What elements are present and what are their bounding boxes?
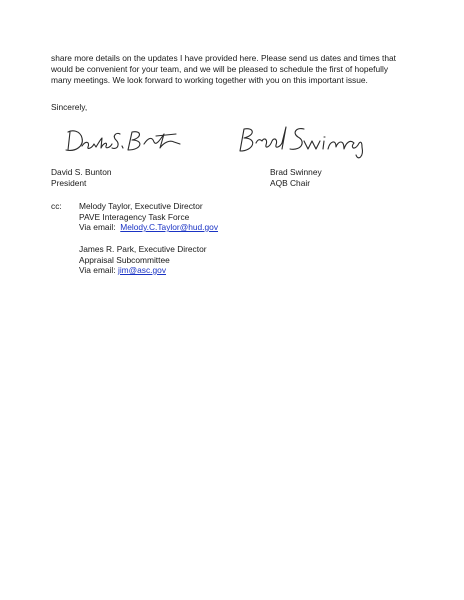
- signature-david-bunton: [60, 122, 190, 167]
- cc-label: cc:: [51, 201, 62, 211]
- cc-organization: PAVE Interagency Task Force: [79, 211, 190, 222]
- cc-recipient: [79, 201, 218, 233]
- signer-block-left: [51, 167, 112, 189]
- cc-organization: Appraisal Subcommittee: [79, 254, 170, 265]
- closing-paragraph: share more details on the updates I have provided here. Please send us dates and times that would be convenient for your team, and we will be pleased to schedule the first of hopefully many meetings. We look forward to working together with you on this important issue.: [51, 53, 396, 85]
- signer-block-right: [270, 167, 322, 189]
- via-email-label: Via email:: [79, 222, 116, 232]
- signature-brad-swinney: [232, 121, 382, 168]
- signer-title: President: [51, 178, 87, 188]
- cc-name-title: James R. Park, Executive Director: [79, 244, 207, 254]
- signer-name: David S. Bunton: [51, 167, 112, 177]
- via-email-label: Via email:: [79, 265, 116, 275]
- email-link[interactable]: jim@asc.gov: [117, 265, 167, 275]
- cc-name-title: Melody Taylor, Executive Director: [79, 201, 203, 211]
- cc-email-line: [79, 222, 218, 233]
- cc-recipient: [79, 244, 207, 276]
- signer-name: Brad Swinney: [270, 167, 322, 177]
- cc-email-line: [79, 265, 207, 276]
- complimentary-close: Sincerely,: [51, 102, 88, 112]
- signer-title: AQB Chair: [270, 178, 311, 188]
- email-link[interactable]: Melody.C.Taylor@hud.gov: [120, 222, 219, 232]
